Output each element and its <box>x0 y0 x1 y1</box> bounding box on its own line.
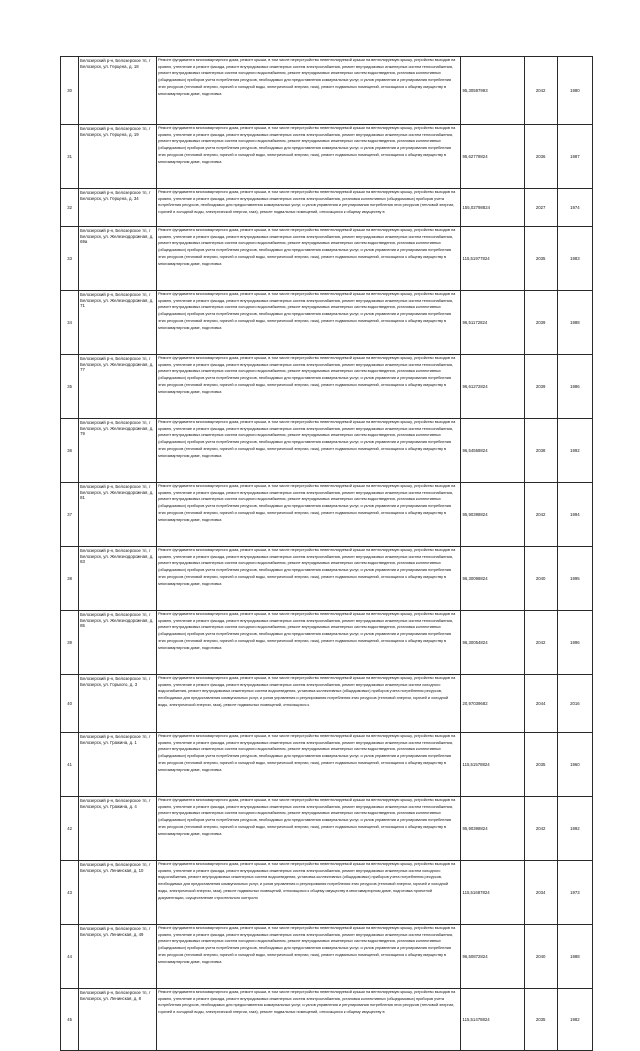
row-works <box>157 57 460 125</box>
row-planned-year: 2035 <box>524 227 557 291</box>
row-works-text: Ремонт фундамента многоквартирного дома, ремонт крыши, в том числе переустройство невентилируемой крыши на вентилируемую крышу, устройство выходов на кровлю, утепление и ремонт фасада, ремонт внутридомовых инженерных систем электроснабжения, ремонт внутридомовых инженерных систем теплоснабжения, ремонт внутридомовых инженерных систем холодного водоснабжения, ремонт внутридомовых инженерных систем водоотведения, установка коллективных (общедомовых) приборов учета потребления ресурсов, необходимых для предоставления коммунальных услуг, и узлов управления и регулирования потребления этих ресурсов (тепловой энергии, горячей и холодной воды, электрической энергии, газа), ремонт подвальных помещений, относящихся к общему имуществу в многоквартирном доме, подготовка <box>158 57 456 96</box>
row-works <box>157 547 460 611</box>
row-address: Белозерский р-н, Белозерское тп, г Белозерск, ул. Железнодорожная, д. 79 <box>79 419 157 483</box>
row-address: Белозерский р-н, Белозерское тп, г Белозерск, ул. Ленинская, д. 10 <box>79 861 157 925</box>
row-planned-year: 2042 <box>524 611 557 675</box>
row-works-text: Ремонт фундамента многоквартирного дома, ремонт крыши, в том числе переустройство невентилируемой крыши на вентилируемую крышу, устройство выходов на кровлю, утепление и ремонт фасада, ремонт внутридомовых инженерных систем электроснабжения, ремонт внутридомовых инженерных систем теплоснабжения, ремонт внутридомовых инженерных систем холодного водоснабжения, ремонт внутридомовых инженерных систем водоотведения, установка коллективных (общедомовых) приборов учета потребления ресурсов, необходимых для предоставления коммунальных услуг, и узлов управления и регулирования потребления этих ресурсов (тепловой энергии, горячей и холодной воды, электрической энергии, газа), ремонт подвальных помещений, относящихся к общему имуществу в многоквартирном доме, подготовка <box>158 733 456 772</box>
row-planned-year: 2042 <box>524 57 557 125</box>
row-number: 43 <box>61 861 79 925</box>
row-cost: 95,90398824 <box>460 483 524 547</box>
row-number: 41 <box>61 733 79 797</box>
row-built-year: 1973 <box>557 861 592 925</box>
row-built-year: 1983 <box>557 227 592 291</box>
row-planned-year: 2035 <box>524 989 557 1051</box>
table-row <box>61 925 593 989</box>
row-address: Белозерский р-н, Белозерское тп, г Белозерск, ул. Гражина, д. 4 <box>79 797 157 861</box>
row-cost: 96,51172824 <box>460 291 524 355</box>
table-row <box>61 547 593 611</box>
table-row <box>61 419 593 483</box>
row-built-year: 1986 <box>557 355 592 419</box>
row-address: Белозерский р-н, Белозерское тп, г Белозерск, ул. Герцена, д. 19 <box>79 125 157 189</box>
table-row <box>61 797 593 861</box>
row-built-year: 2016 <box>557 675 592 733</box>
row-address: Белозерский р-н, Белозерское тп, г Белозерск, ул. Горького, д. 3 <box>79 675 157 733</box>
table-row <box>61 989 593 1051</box>
row-number: 35 <box>61 355 79 419</box>
row-cost: 115,51687824 <box>460 861 524 925</box>
row-planned-year: 2034 <box>524 861 557 925</box>
row-address: Белозерский р-н, Белозерское тп, г Белозерск, ул. Гражина, д. 1 <box>79 733 157 797</box>
table-row <box>61 189 593 227</box>
row-number: 45 <box>61 989 79 1051</box>
row-address: Белозерский р-н, Белозерское тп, г Белозерск, ул. Железнодорожная, д. 81 <box>79 483 157 547</box>
row-works-text: Ремонт фундамента многоквартирного дома, ремонт крыши, в том числе переустройство невентилируемой крыши на вентилируемую крышу, устройство выходов на кровлю, утепление и ремонт фасада, ремонт внутридомовых инженерных систем электроснабжения, ремонт внутридомовых инженерных систем теплоснабжения, ремонт внутридомовых инженерных систем холодного водоснабжения, ремонт внутридомовых инженерных систем водоотведения, установка коллективных (общедомовых) приборов учета потребления ресурсов, необходимых для предоставления коммунальных услуг, и узлов управления и регулирования потребления этих ресурсов (тепловой энергии, горячей и холодной воды, электрической энергии, газа), ремонт подвальных помещений, относящихся к общему имуществу в многоквартирном доме, подготовка <box>158 611 456 650</box>
row-works <box>157 989 460 1051</box>
table-row <box>61 125 593 189</box>
row-number: 30 <box>61 57 79 125</box>
row-works <box>157 675 460 733</box>
row-works-text: Ремонт фундамента многоквартирного дома, ремонт крыши, в том числе переустройство невентилируемой крыши на вентилируемую крышу, устройство выходов на кровлю, утепление и ремонт фасада, ремонт внутридомовых инженерных систем электроснабжения, ремонт внутридомовых инженерных систем холодного водоснабжения, ремонт внутридомовых инженерных систем водоотведения, установка коллективных (общедомовых) приборов учета потребления ресурсов, необходимых для предоставления коммунальных услуг, и узлов управления и регулирования потребления этих ресурсов (тепловой энергии, горячей и холодной воды, электрической энергии, газа), ремонт подвальных помещений, относящихся к <box>158 675 456 707</box>
row-works <box>157 355 460 419</box>
row-cost: 96,54558824 <box>460 419 524 483</box>
row-built-year: 1982 <box>557 989 592 1051</box>
row-planned-year: 2040 <box>524 547 557 611</box>
document-page <box>60 56 593 1051</box>
row-planned-year: 2035 <box>524 733 557 797</box>
row-works <box>157 189 460 227</box>
table-row <box>61 227 593 291</box>
row-planned-year: 2027 <box>524 189 557 227</box>
row-built-year: 1992 <box>557 797 592 861</box>
row-works-text: Ремонт фундамента многоквартирного дома, ремонт крыши, в том числе переустройство невентилируемой крыши на вентилируемую крышу, устройство выходов на кровлю, утепление и ремонт фасада, ремонт внутридомовых инженерных систем электроснабжения, ремонт внутридомовых инженерных систем теплоснабжения, ремонт внутридомовых инженерных систем холодного водоснабжения, ремонт внутридомовых инженерных систем водоотведения, установка коллективных (общедомовых) приборов учета потребления ресурсов, необходимых для предоставления коммунальных услуг, и узлов управления и регулирования потребления этих ресурсов (тепловой энергии, горячей и холодной воды, электрической энергии, газа), ремонт подвальных помещений, относящихся к общему имуществу в многоквартирном доме, подготовка <box>158 291 456 330</box>
row-works-text: Ремонт фундамента многоквартирного дома, ремонт крыши, в том числе переустройство невентилируемой крыши на вентилируемую крышу, устройство выходов на кровлю, утепление и ремонт фасада, ремонт внутридомовых инженерных систем электроснабжения, ремонт внутридомовых инженерных систем теплоснабжения, ремонт внутридомовых инженерных систем холодного водоснабжения, ремонт внутридомовых инженерных систем водоотведения, установка коллективных (общедомовых) приборов учета потребления ресурсов, необходимых для предоставления коммунальных услуг, и узлов управления и регулирования потребления этих ресурсов (тепловой энергии, горячей и холодной воды, электрической энергии, газа), ремонт подвальных помещений, относящихся к общему имуществу в многоквартирном доме, подготовка <box>158 227 456 266</box>
row-number: 42 <box>61 797 79 861</box>
row-address: Белозерский р-н, Белозерское тп, г Белозерск, ул. Железнодорожная, д. 85 <box>79 611 157 675</box>
row-number: 38 <box>61 547 79 611</box>
row-works <box>157 419 460 483</box>
row-address: Белозерский р-н, Белозерское тп, г Белозерск, ул. Ленинская, д. 8 <box>79 989 157 1051</box>
row-cost: 115,51977824 <box>460 227 524 291</box>
table-row <box>61 57 593 125</box>
row-built-year: 1988 <box>557 925 592 989</box>
row-works-text: Ремонт фундамента многоквартирного дома, ремонт крыши, в том числе переустройство невентилируемой крыши на вентилируемую крышу, устройство выходов на кровлю, утепление и ремонт фасада, ремонт внутридомовых инженерных систем электроснабжения, ремонт внутридомовых инженерных систем теплоснабжения, ремонт внутридомовых инженерных систем холодного водоснабжения, ремонт внутридомовых инженерных систем водоотведения, установка коллективных (общедомовых) приборов учета потребления ресурсов, необходимых для предоставления коммунальных услуг, и узлов управления и регулирования потребления этих ресурсов (тепловой энергии, горячей и холодной воды, электрической энергии, газа), ремонт подвальных помещений, относящихся к общему имуществу в многоквартирном доме, подготовка <box>158 355 456 394</box>
row-cost: 96,30054824 <box>460 611 524 675</box>
row-works <box>157 483 460 547</box>
row-works-text: Ремонт фундамента многоквартирного дома, ремонт крыши, в том числе переустройство невентилируемой крыши на вентилируемую крышу, устройство выходов на кровлю, утепление и ремонт фасада, ремонт внутридомовых инженерных систем электроснабжения, ремонт внутридомовых инженерных систем теплоснабжения, ремонт внутридомовых инженерных систем холодного водоснабжения, ремонт внутридомовых инженерных систем водоотведения, установка коллективных (общедомовых) приборов учета потребления ресурсов, необходимых для предоставления коммунальных услуг, и узлов управления и регулирования потребления этих ресурсов (тепловой энергии, горячей и холодной воды, электрической энергии, газа), ремонт подвальных помещений, относящихся к общему имуществу в многоквартирном доме, подготовка <box>158 125 456 164</box>
row-works-text: Ремонт фундамента многоквартирного дома, ремонт крыши, в том числе переустройство невентилируемой крыши на вентилируемую крышу, устройство выходов на кровлю, утепление и ремонт фасада, ремонт внутридомовых инженерных систем электроснабжения, ремонт внутридомовых инженерных систем теплоснабжения, ремонт внутридомовых инженерных систем холодного водоснабжения, ремонт внутридомовых инженерных систем водоотведения, установка коллективных (общедомовых) приборов учета потребления ресурсов, необходимых для предоставления коммунальных услуг, и узлов управления и регулирования потребления этих ресурсов (тепловой энергии, горячей и холодной воды, электрической энергии, газа), ремонт подвальных помещений, относящихся к общему имуществу в многоквартирном доме, подготовка <box>158 547 456 586</box>
row-built-year: 1996 <box>557 611 592 675</box>
row-cost: 155,02798824 <box>460 189 524 227</box>
row-works-text: Ремонт фундамента многоквартирного дома, ремонт крыши, в том числе переустройство невентилируемой крыши на вентилируемую крышу, устройство выходов на кровлю, утепление и ремонт фасада, ремонт внутридомовых инженерных систем электроснабжения, ремонт внутридомовых инженерных систем холодного водоснабжения, ремонт внутридомовых инженерных систем водоотведения, установка коллективных (общедомовых) приборов учета потребления ресурсов, необходимых для предоставления коммунальных услуг, и узлов управления и регулирования потребления этих ресурсов (тепловой энергии, горячей и холодной воды, электрической энергии, газа), ремонт подвальных помещений, относящихся к общему имуществу в многоквартирном доме, подготовка проектной документации, осуществление строительного контроля <box>158 861 456 900</box>
row-planned-year: 2039 <box>524 355 557 419</box>
row-works <box>157 797 460 861</box>
table-row <box>61 861 593 925</box>
row-planned-year: 2044 <box>524 675 557 733</box>
row-number: 44 <box>61 925 79 989</box>
row-cost: 115,51578824 <box>460 733 524 797</box>
row-works-text: Ремонт фундамента многоквартирного дома, ремонт крыши, в том числе переустройство невентилируемой крыши на вентилируемую крышу, устройство выходов на кровлю, утепление и ремонт фасада, ремонт внутридомовых инженерных систем электроснабжения, ремонт внутридомовых инженерных систем теплоснабжения, ремонт внутридомовых инженерных систем холодного водоснабжения, ремонт внутридомовых инженерных систем водоотведения, установка коллективных (общедомовых) приборов учета потребления ресурсов, необходимых для предоставления коммунальных услуг, и узлов управления и регулирования потребления этих ресурсов (тепловой энергии, горячей и холодной воды, электрической энергии, газа), ремонт подвальных помещений, относящихся к общему имуществу в многоквартирном доме, подготовка <box>158 925 456 964</box>
row-cost: 96,61272824 <box>460 355 524 419</box>
row-works-text: Ремонт фундамента многоквартирного дома, ремонт крыши, в том числе переустройство невентилируемой крыши на вентилируемую крышу, устройство выходов на кровлю, утепление и ремонт фасада, ремонт внутридомовых инженерных систем электроснабжения, установка коллективных (общедомовых) приборов учета потребления ресурсов, необходимых для предоставления коммунальных услуг, и узлов управления и регулирования потребления этих ресурсов (тепловой энергии, горячей и холодной воды, электрической энергии, газа), ремонт подвальных помещений, относящихся к общему имуществу в <box>158 989 456 1015</box>
row-address: Белозерский р-н, Белозерское тп, г Белозерск, ул. Железнодорожная, д. 71 <box>79 291 157 355</box>
row-built-year: 1988 <box>557 291 592 355</box>
row-cost: 95,90398824 <box>460 797 524 861</box>
row-works-text: Ремонт фундамента многоквартирного дома, ремонт крыши, в том числе переустройство невентилируемой крыши на вентилируемую крышу, устройство выходов на кровлю, утепление и ремонт фасада, ремонт внутридомовых инженерных систем электроснабжения, ремонт внутридомовых инженерных систем теплоснабжения, ремонт внутридомовых инженерных систем холодного водоснабжения, ремонт внутридомовых инженерных систем водоотведения, установка коллективных (общедомовых) приборов учета потребления ресурсов, необходимых для предоставления коммунальных услуг, и узлов управления и регулирования потребления этих ресурсов (тепловой энергии, горячей и холодной воды, электрической энергии, газа), ремонт подвальных помещений, относящихся к общему имуществу в многоквартирном доме, подготовка <box>158 419 456 458</box>
row-number: 39 <box>61 611 79 675</box>
row-planned-year: 2042 <box>524 797 557 861</box>
row-built-year: 1995 <box>557 547 592 611</box>
row-number: 37 <box>61 483 79 547</box>
row-cost: 95,62778824 <box>460 125 524 189</box>
table-row <box>61 611 593 675</box>
row-built-year: 1994 <box>557 483 592 547</box>
row-planned-year: 2038 <box>524 419 557 483</box>
row-built-year: 1980 <box>557 57 592 125</box>
row-works <box>157 227 460 291</box>
row-planned-year: 2036 <box>524 125 557 189</box>
row-cost: 20,97039682 <box>460 675 524 733</box>
row-cost: 115,51478824 <box>460 989 524 1051</box>
table-row <box>61 355 593 419</box>
row-address: Белозерский р-н, Белозерское тп, г Белозерск, ул. Железнодорожная, д. 69а <box>79 227 157 291</box>
capital-repair-table <box>60 56 593 1051</box>
row-number: 33 <box>61 227 79 291</box>
table-body <box>61 57 593 1051</box>
row-works-text: Ремонт фундамента многоквартирного дома, ремонт крыши, в том числе переустройство невентилируемой крыши на вентилируемую крышу, устройство выходов на кровлю, утепление и ремонт фасада, ремонт внутридомовых инженерных систем электроснабжения, ремонт внутридомовых инженерных систем теплоснабжения, ремонт внутридомовых инженерных систем холодного водоснабжения, ремонт внутридомовых инженерных систем водоотведения, установка коллективных (общедомовых) приборов учета потребления ресурсов, необходимых для предоставления коммунальных услуг, и узлов управления и регулирования потребления этих ресурсов (тепловой энергии, горячей и холодной воды, электрической энергии, газа), ремонт подвальных помещений, относящихся к общему имуществу в многоквартирном доме, подготовка <box>158 797 456 836</box>
row-number: 36 <box>61 419 79 483</box>
row-built-year: 1960 <box>557 733 592 797</box>
row-works <box>157 291 460 355</box>
row-number: 32 <box>61 189 79 227</box>
row-planned-year: 2042 <box>524 483 557 547</box>
table-row <box>61 483 593 547</box>
row-cost: 96,30098824 <box>460 547 524 611</box>
row-planned-year: 2039 <box>524 291 557 355</box>
row-number: 40 <box>61 675 79 733</box>
row-planned-year: 2040 <box>524 925 557 989</box>
row-built-year: 1987 <box>557 125 592 189</box>
row-number: 34 <box>61 291 79 355</box>
row-works <box>157 611 460 675</box>
row-address: Белозерский р-н, Белозерское тп, г Белозерск, ул. Ленинская, д. 49 <box>79 925 157 989</box>
row-works-text: Ремонт фундамента многоквартирного дома, ремонт крыши, в том числе переустройство невентилируемой крыши на вентилируемую крышу, устройство выходов на кровлю, утепление и ремонт фасада, ремонт внутридомовых инженерных систем электроснабжения, ремонт внутридомовых инженерных систем теплоснабжения, ремонт внутридомовых инженерных систем холодного водоснабжения, ремонт внутридомовых инженерных систем водоотведения, установка коллективных (общедомовых) приборов учета потребления ресурсов, необходимых для предоставления коммунальных услуг, и узлов управления и регулирования потребления этих ресурсов (тепловой энергии, горячей и холодной воды, электрической энергии, газа), ремонт подвальных помещений, относящихся к общему имуществу в многоквартирном доме, подготовка <box>158 483 456 522</box>
table-row <box>61 675 593 733</box>
row-address: Белозерский р-н, Белозерское тп, г Белозерск, ул. Железнодорожная, д. 77 <box>79 355 157 419</box>
row-works <box>157 925 460 989</box>
row-address: Белозерский р-н, Белозерское тп, г Белозерск, ул. Герцена, д. 34 <box>79 189 157 227</box>
table-row <box>61 733 593 797</box>
row-address: Белозерский р-н, Белозерское тп, г Белозерск, ул. Герцена, д. 18 <box>79 57 157 125</box>
row-cost: 95,30597993 <box>460 57 524 125</box>
row-built-year: 1974 <box>557 189 592 227</box>
row-cost: 96,50872824 <box>460 925 524 989</box>
row-address: Белозерский р-н, Белозерское тп, г Белозерск, ул. Железнодорожная, д. 83 <box>79 547 157 611</box>
row-works <box>157 733 460 797</box>
row-works-text: Ремонт фундамента многоквартирного дома, ремонт крыши, в том числе переустройство невентилируемой крыши на вентилируемую крышу, устройство выходов на кровлю, утепление и ремонт фасада, ремонт внутридомовых инженерных систем электроснабжения, установка коллективных (общедомовых) приборов учета потребления ресурсов, необходимых для предоставления коммунальных услуг, и узлов управления и регулирования потребления этих ресурсов (тепловой энергии, горячей и холодной воды, электрической энергии, газа), ремонт подвальных помещений, относящихся к общему имуществу в <box>158 189 456 215</box>
row-number: 31 <box>61 125 79 189</box>
table-row <box>61 291 593 355</box>
row-works <box>157 125 460 189</box>
row-built-year: 1992 <box>557 419 592 483</box>
row-works <box>157 861 460 925</box>
